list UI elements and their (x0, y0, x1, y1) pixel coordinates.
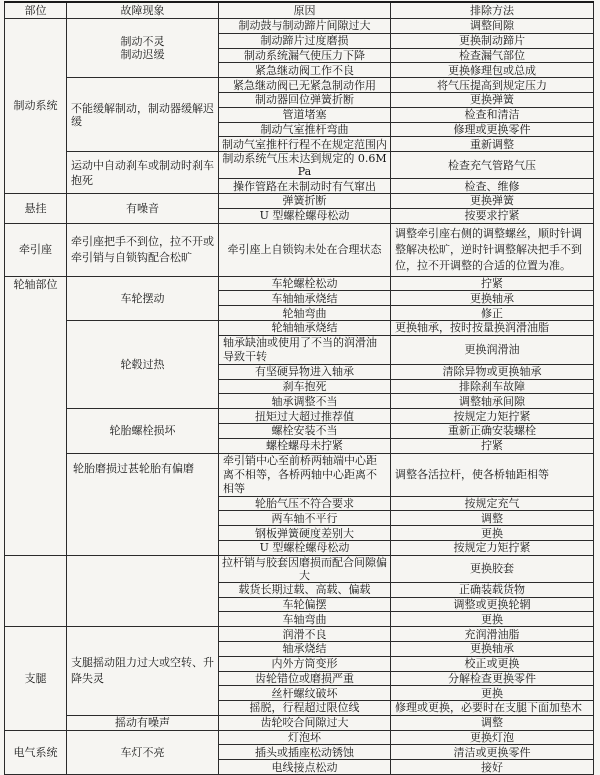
cause-cell: 制动气室推杆弯曲 (219, 122, 391, 137)
table-row (5, 453, 594, 496)
remedy-cell: 调整或更换轮辋 (391, 597, 594, 612)
symptom-cell: 牵引座把手不到位，拉不开或牵引销与自锁钩配合松旷 (67, 223, 219, 276)
remedy-cell: 接好 (391, 760, 594, 775)
part-cell: 牵引座 (5, 223, 67, 276)
cause-cell: 制动系统气压未达到规定的 0.6MPa (219, 152, 391, 179)
remedy-cell: 更换轴承 (391, 291, 594, 306)
remedy-cell: 检查、维修 (391, 179, 594, 194)
cause-cell: 车轮偏摆 (219, 597, 391, 612)
remedy-cell: 检查充气管路气压 (391, 152, 594, 179)
cause-cell: 齿轮错位或磨损严重 (219, 671, 391, 686)
part-cell: 支腿 (5, 627, 67, 731)
cause-cell: 紧急继动阀工作不良 (219, 63, 391, 78)
cause-cell: 有坚硬异物进入轴承 (219, 364, 391, 379)
symptom-line: 制动迟缓 (120, 48, 165, 62)
remedy-cell: 充润滑油脂 (391, 627, 594, 642)
table-row (5, 627, 594, 642)
cause-cell: 制动系统漏气使压力下降 (219, 48, 391, 63)
table-header-row (5, 2, 594, 19)
table-row (5, 320, 594, 335)
remedy-cell: 拧紧 (391, 276, 594, 291)
remedy-cell: 将气压提高到规定压力 (391, 78, 594, 93)
symptom-cell: 有噪音 (67, 193, 219, 223)
part-cell: 制动系统 (5, 19, 67, 194)
remedy-cell: 更换胶套 (391, 555, 594, 582)
remedy-cell: 排除刹车故障 (391, 379, 594, 394)
cause-cell: 灯泡坏 (219, 730, 391, 745)
remedy-cell: 校正或更换 (391, 656, 594, 671)
symptom-cell: 轮毂过热 (67, 320, 219, 408)
cause-cell: 车轮螺栓松动 (219, 276, 391, 291)
symptom-cell: 摇动有噪声 (67, 715, 219, 730)
cause-cell: 电线接点松动 (219, 760, 391, 775)
symptom-cell: 运动中自动刹车或制动时刹车抱死 (67, 152, 219, 194)
cause-cell: 紧急继动阀已无紧急制动作用 (219, 78, 391, 93)
header-cause: 原因 (219, 2, 391, 19)
cause-cell: 操作管路在未制动时有气窜出 (219, 179, 391, 194)
cause-cell: 轮胎气压不符合要求 (219, 496, 391, 511)
remedy-cell: 清洁或更换零件 (391, 745, 594, 760)
cause-cell: 制动鼓与制动蹄片间隙过大 (219, 19, 391, 34)
cause-cell: 弹簧折断 (219, 193, 391, 208)
table-row (5, 223, 594, 276)
table-row (5, 193, 594, 208)
table-row (5, 409, 594, 424)
cause-cell: 制动气室推杆行程不在规定范围内 (219, 137, 391, 152)
remedy-cell: 拧紧 (391, 438, 594, 453)
symptom-cell: 支腿摇动阻力过大或空转、升降失灵 (67, 627, 219, 716)
symptom-line: 制动不灵 (120, 35, 165, 49)
symptom-cell (67, 19, 219, 78)
cause-cell: 制动器回位弹簧折断 (219, 92, 391, 107)
cause-cell: 牵引销中心至前桥两轴端中心距离不相等，各桥两轴中心距离不相等 (219, 453, 391, 496)
table-row (5, 715, 594, 730)
remedy-cell: 修理或更换，必要时在支腿下面加垫木 (391, 701, 594, 716)
remedy-cell: 按要求拧紧 (391, 208, 594, 223)
symptom-cell: 轮胎螺栓损坏 (67, 409, 219, 453)
remedy-cell: 调整各活拉杆，使各桥轴距相等 (391, 453, 594, 496)
remedy-cell: 调整间隙 (391, 19, 594, 34)
table-row (5, 555, 594, 582)
cause-cell: 润滑不良 (219, 627, 391, 642)
remedy-cell: 分解检查更换零件 (391, 671, 594, 686)
remedy-cell: 调整 (391, 511, 594, 526)
remedy-cell: 重新调整 (391, 137, 594, 152)
cause-cell: 插头或插座松动锈蚀 (219, 745, 391, 760)
cause-cell: 轴承烧结 (219, 641, 391, 656)
remedy-cell: 清除异物或更换轴承 (391, 364, 594, 379)
cause-cell: 轮轴轴承烧结 (219, 320, 391, 335)
part-cell: 悬挂 (5, 193, 67, 223)
remedy-cell: 更换轴承，按时按量换润滑油脂 (391, 320, 594, 335)
part-cell: 轮轴部位 (5, 276, 67, 555)
remedy-cell: 更换润滑油 (391, 335, 594, 364)
cause-cell: 扭矩过大超过推荐值 (219, 409, 391, 424)
header-remedy: 排除方法 (391, 2, 594, 19)
cause-cell: 牵引座上自锁钩未处在合理状态 (219, 223, 391, 276)
table-row (5, 19, 594, 34)
part-cell: 电气系统 (5, 730, 67, 774)
symptom-cell: 车灯不亮 (67, 730, 219, 774)
remedy-cell: 检查漏气部位 (391, 48, 594, 63)
cause-cell: 管道堵塞 (219, 107, 391, 122)
remedy-cell: 修理或更换零件 (391, 122, 594, 137)
cause-cell: 两车轴不平行 (219, 511, 391, 526)
remedy-cell: 更换修理包或总成 (391, 63, 594, 78)
symptom-cell: 不能缓解制动，制动器缓解迟缓 (67, 78, 219, 152)
cause-cell: 螺栓螺母未拧紧 (219, 438, 391, 453)
header-part: 部位 (5, 2, 67, 19)
remedy-cell: 检查和清洁 (391, 107, 594, 122)
remedy-cell: 按规定力矩拧紧 (391, 540, 594, 555)
remedy-cell: 按规定充气 (391, 496, 594, 511)
cause-cell: 内外方筒变形 (219, 656, 391, 671)
cause-cell: 轴承缺油或使用了不当的润滑油导致干转 (219, 335, 391, 364)
remedy-cell: 更换灯泡 (391, 730, 594, 745)
table-row (5, 78, 594, 93)
cause-cell: U 型螺栓螺母松动 (219, 540, 391, 555)
cause-cell: 摇脱，行程超过限位线 (219, 701, 391, 716)
remedy-cell: 更换 (391, 686, 594, 701)
cause-cell: 车轴弯曲 (219, 612, 391, 627)
cause-cell: 载货长期过载、高载、偏载 (219, 582, 391, 597)
remedy-cell: 更换 (391, 612, 594, 627)
cause-cell: 钢板弹簧硬度差别大 (219, 526, 391, 541)
cause-cell: 齿轮咬合间隙过大 (219, 715, 391, 730)
table-row (5, 730, 594, 745)
remedy-cell: 更换轴承 (391, 641, 594, 656)
symptom-cell (67, 555, 219, 626)
fault-troubleshooting-table (4, 1, 594, 775)
cause-cell: 丝杆螺纹破坏 (219, 686, 391, 701)
symptom-cell: 轮胎磨损过甚轮胎有偏磨 (67, 453, 219, 555)
remedy-cell: 更换弹簧 (391, 92, 594, 107)
remedy-cell: 调整 (391, 715, 594, 730)
remedy-cell: 更换制动蹄片 (391, 33, 594, 48)
remedy-cell: 正确装载货物 (391, 582, 594, 597)
table-row (5, 152, 594, 179)
table-row (5, 276, 594, 291)
symptom-cell: 车轮摆动 (67, 276, 219, 320)
part-cell (5, 555, 67, 626)
cause-cell: 车轴轴承烧结 (219, 291, 391, 306)
header-symptom: 故障现象 (67, 2, 219, 19)
remedy-cell: 修正 (391, 306, 594, 321)
cause-cell: 刹车抱死 (219, 379, 391, 394)
remedy-cell: 重新正确安装螺栓 (391, 423, 594, 438)
cause-cell: 制动蹄片过度磨损 (219, 33, 391, 48)
remedy-cell: 更换弹簧 (391, 193, 594, 208)
cause-cell: 轮轴弯曲 (219, 306, 391, 321)
remedy-cell: 按规定力矩拧紧 (391, 409, 594, 424)
cause-cell: 螺栓安装不当 (219, 423, 391, 438)
cause-cell: 轴承调整不当 (219, 394, 391, 409)
remedy-cell: 更换 (391, 526, 594, 541)
cause-cell: 拉杆销与胶套因磨损而配合间隙偏大 (219, 555, 391, 582)
remedy-cell: 调整轴承间隙 (391, 394, 594, 409)
cause-cell: U 型螺栓螺母松动 (219, 208, 391, 223)
remedy-cell: 调整牵引座右侧的调整螺丝，顺时针调整解决松旷，逆时针调整解决把手不到位，拉不开调整的合适的位置为准。 (391, 223, 594, 276)
